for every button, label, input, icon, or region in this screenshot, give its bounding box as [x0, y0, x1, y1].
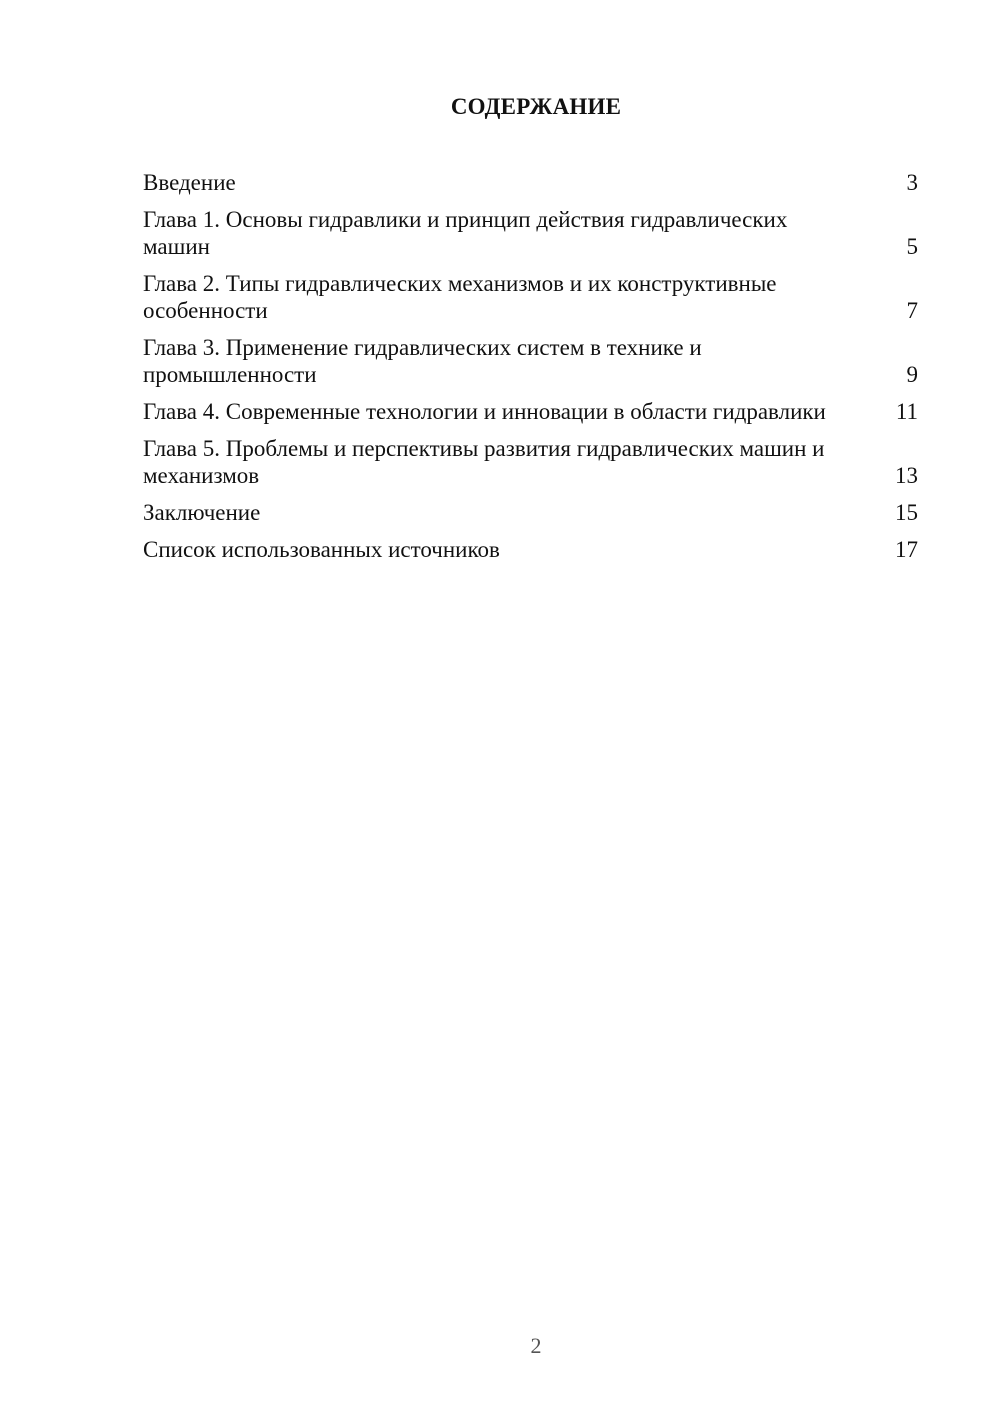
toc-entry-page-number: 15	[895, 500, 918, 525]
toc-entry-text: Введение	[143, 170, 236, 195]
toc-entry-text: Глава 4. Современные технологии и инновации в области гидравлики	[143, 399, 826, 424]
toc-entry-page-number: 9	[906, 362, 918, 387]
toc-entry-chapter-4[interactable]	[143, 398, 918, 425]
toc-entry-chapter-5[interactable]	[143, 435, 918, 489]
page-number: 2	[530, 1333, 542, 1358]
table-of-contents	[143, 169, 918, 573]
toc-entry-text: Глава 3. Применение гидравлических систем в технике и промышленности	[143, 335, 702, 387]
toc-entry-page-number: 5	[906, 234, 918, 259]
toc-entry-page-number: 3	[906, 170, 918, 195]
toc-entry-page-number: 7	[906, 298, 918, 323]
toc-entry-introduction[interactable]	[143, 169, 918, 196]
toc-heading: СОДЕРЖАНИЕ	[450, 94, 622, 119]
toc-entry-references[interactable]	[143, 536, 918, 563]
toc-entry-page-number: 13	[895, 463, 918, 488]
toc-entry-text: Список использованных источников	[143, 537, 500, 562]
toc-entry-chapter-1[interactable]	[143, 206, 918, 260]
toc-entry-conclusion[interactable]	[143, 499, 918, 526]
toc-entry-chapter-3[interactable]	[143, 334, 918, 388]
toc-entry-page-number: 17	[895, 537, 918, 562]
toc-entry-chapter-2[interactable]	[143, 270, 918, 324]
toc-entry-text: Глава 2. Типы гидравлических механизмов и их конструктивные особенности	[143, 271, 777, 323]
toc-entry-text: Глава 1. Основы гидравлики и принцип действия гидравлических машин	[143, 207, 788, 259]
toc-entry-text: Заключение	[143, 500, 261, 525]
toc-entry-text: Глава 5. Проблемы и перспективы развития гидравлических машин и механизмов	[143, 436, 825, 488]
toc-entry-page-number: 11	[895, 399, 918, 424]
